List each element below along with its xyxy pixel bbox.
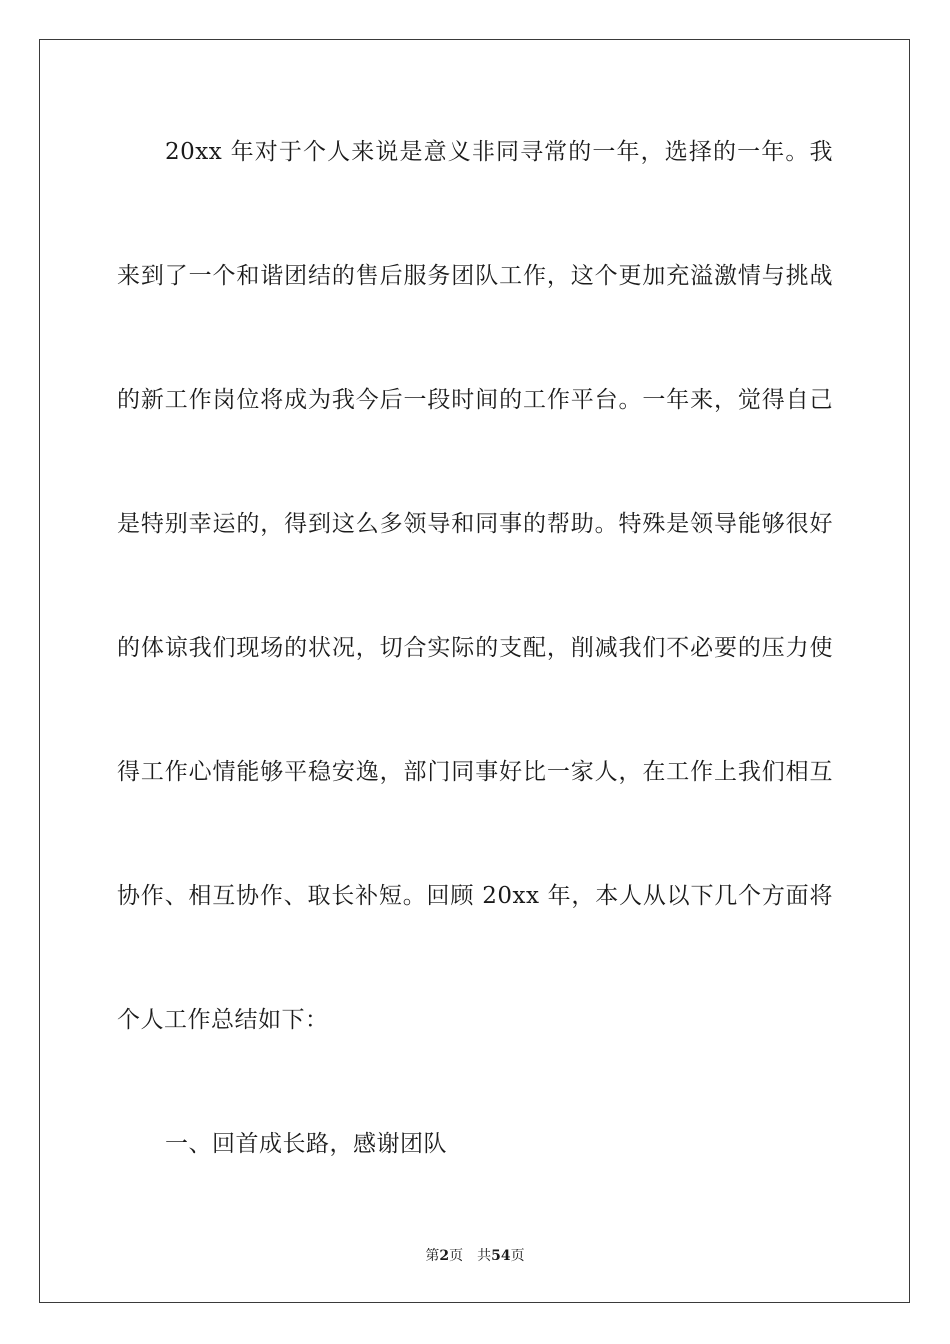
footer-total-prefix: 共 [477, 1248, 492, 1264]
footer-page-suffix: 页 [449, 1248, 464, 1264]
paragraph-line-3: 的新工作岗位将成为我今后一段时间的工作平台。一年来，觉得自己 [117, 387, 833, 413]
page-footer [0, 1247, 950, 1265]
paragraph-line-4: 是特别幸运的，得到这么多领导和同事的帮助。特殊是领导能够很好 [117, 511, 833, 537]
paragraph-line-5: 的体谅我们现场的状况，切合实际的支配，削减我们不必要的压力使 [117, 635, 833, 661]
footer-total-suffix: 页 [510, 1248, 525, 1264]
paragraph-line-6: 得工作心情能够平稳安逸，部门同事好比一家人，在工作上我们相互 [117, 759, 833, 785]
paragraph-line-7: 协作、相互协作、取长补短。回顾 20xx 年，本人从以下几个方面将 [117, 883, 833, 909]
page-border [39, 39, 910, 1303]
footer-page-prefix: 第 [425, 1248, 440, 1264]
paragraph-line-2: 来到了一个和谐团结的售后服务团队工作，这个更加充溢激情与挑战 [117, 263, 833, 289]
footer-page-number: 2 [439, 1248, 450, 1264]
section-heading: 一、回首成长路，感谢团队 [165, 1131, 447, 1157]
paragraph-line-1: 20xx 年对于个人来说是意义非同寻常的一年，选择的一年。我 [165, 139, 833, 165]
paragraph-line-8: 个人工作总结如下： [117, 1007, 329, 1033]
footer-total-pages: 54 [491, 1248, 511, 1264]
